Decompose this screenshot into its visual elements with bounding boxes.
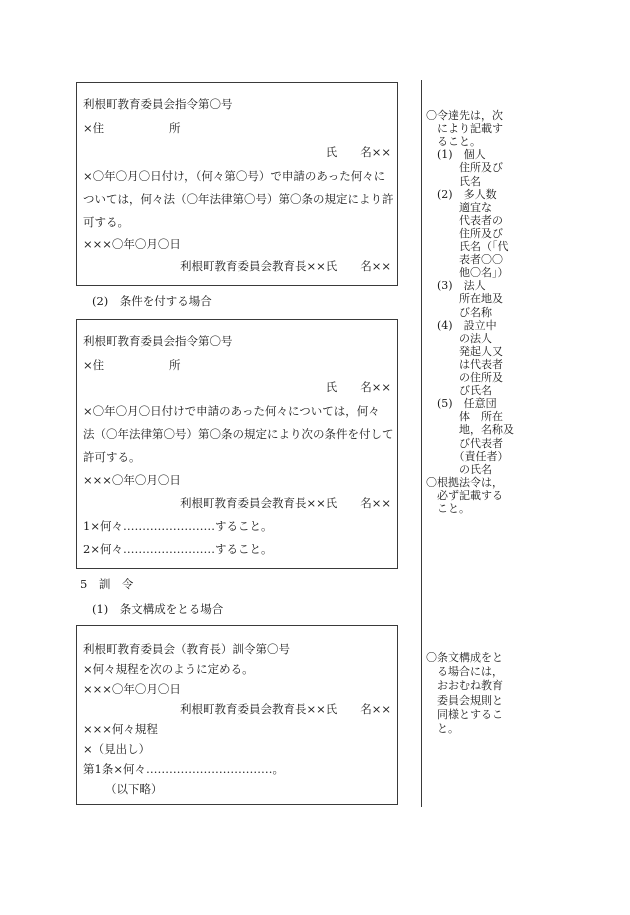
section-subheading: (1) 条文構成をとる場合 [92,602,224,616]
order-number-line: 利根町教育委員会指令第〇号 [83,97,233,111]
name-line: 氏 名×× [325,145,391,159]
address-label: ×住 [83,121,105,135]
name-line: 氏 名×× [325,380,391,394]
note-line: (5) 任意団 [426,397,497,411]
note-line: こと。 [426,502,470,515]
note-line: 〇令達先は，次 [426,109,503,122]
note-line: 地，名称及 [426,423,514,437]
order-number-line: 利根町教育委員会指令第〇号 [83,334,233,348]
note-line: (3) 法人 [426,279,486,293]
note-line: 体 所在 [426,410,503,424]
note-line: る場合には， [426,665,503,679]
note-line: び代表者 [426,436,503,450]
note-line: び名称 [426,305,492,319]
article-line: 第1条×何々……………………………。 [83,762,284,776]
note-line: 所在地及 [426,292,503,306]
note-line: 〇根拠法令は， [426,475,503,489]
section-heading: (2) 条件を付する場合 [92,294,212,308]
note-line: (4) 設立中 [426,318,497,332]
regulation-title: ×××何々規程 [83,722,158,736]
signature-line: 利根町教育委員会教育長××氏 名×× [179,259,391,273]
note-line: 委員会規則と [426,693,503,707]
column-divider [421,80,422,807]
note-line: (2) 多人数 [426,187,497,201]
note-line: 住所及び [426,226,503,240]
note-line: 同様とするこ [426,707,503,721]
body-text-line: 可する。 [83,215,129,229]
address-label-2: 所 [169,121,181,135]
directive-number-line: 利根町教育委員会（教育長）訓令第〇号 [83,642,290,656]
directive-form-box [76,625,398,805]
signature-line: 利根町教育委員会教育長××氏 名×× [179,702,391,716]
permit-form-box [76,82,398,286]
note-line: ること。 [426,135,481,149]
note-line: 必ず記載する [426,488,503,502]
body-text-line: 許可する。 [83,450,141,464]
conditional-permit-form-box [76,319,398,569]
note-line: の住所及 [426,371,503,384]
note-line: （責任者） [426,449,509,463]
heading-placeholder: ×（見出し） [83,742,151,756]
date-line: ×××〇年〇月〇日 [83,682,181,696]
condition-item: 2×何々……………………すること。 [83,542,273,556]
body-text-line: ×何々規程を次のように定める。 [83,662,254,676]
note-line: 氏名（「代 [426,240,509,253]
body-text-line: ついては，何々法（〇年法律第〇号）第〇条の規定により許 [83,192,394,206]
note-line: (1) 個人 [426,148,486,162]
signature-line: 利根町教育委員会教育長××氏 名×× [179,496,391,510]
body-text-line: ×〇年〇月〇日付けで申請のあった何々については，何々 [83,404,380,418]
note-line: は代表者 [426,357,503,371]
note-line: の氏名 [426,462,492,476]
date-line: ×××〇年〇月〇日 [83,473,181,487]
note-line: の法人 [426,331,492,345]
section-heading: 5 訓 令 [80,577,134,591]
address-label-2: 所 [169,358,181,372]
body-text-line: 法（〇年法律第〇号）第〇条の規定により次の条件を付して [83,427,394,441]
note-line: 氏名 [426,174,481,188]
note-line: 住所及び [426,161,503,175]
note-line: おおむね教育 [426,679,503,693]
body-text-line: ×〇年〇月〇日付け，（何々第〇号）で申請のあった何々に [83,169,386,183]
omitted-line: （以下略） [105,782,163,796]
address-label: ×住 [83,358,105,372]
note-line: 適宜な [426,200,492,214]
note-line: と。 [426,722,459,735]
date-line: ×××〇年〇月〇日 [83,237,181,251]
condition-item: 1×何々……………………すること。 [83,519,273,533]
note-line: 〇条文構成をと [426,651,503,664]
note-line: により記載す [426,122,503,136]
note-line: 他〇名」） [426,266,509,280]
note-line: 表者〇〇 [426,253,503,267]
note-line: 代表者の [426,213,503,227]
note-line: 発起人又 [426,344,503,358]
note-line: び氏名 [426,384,492,398]
